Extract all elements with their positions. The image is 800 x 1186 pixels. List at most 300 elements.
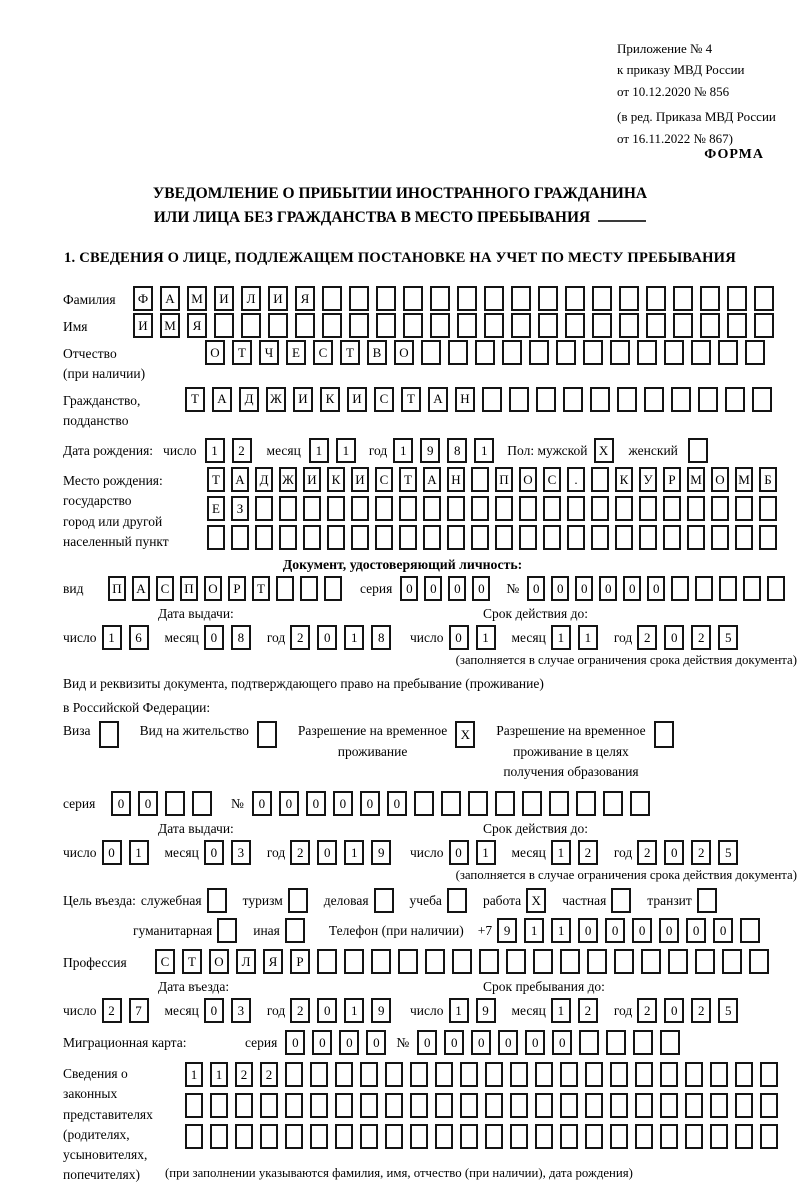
form-cell[interactable]: М [687,467,705,492]
form-cell[interactable] [664,340,684,365]
form-cell[interactable]: 0 [306,791,326,816]
form-cell[interactable] [619,313,639,338]
form-cell[interactable] [185,1093,203,1118]
form-cell[interactable] [210,1093,228,1118]
form-cell[interactable] [635,1093,653,1118]
form-cell[interactable]: Т [401,387,421,412]
form-cell[interactable] [511,313,531,338]
form-cell[interactable] [660,1124,678,1149]
form-cell[interactable]: 0 [575,576,593,601]
form-cell[interactable] [565,313,585,338]
form-cell[interactable] [410,1124,428,1149]
form-cell[interactable]: 0 [527,576,545,601]
form-cell[interactable] [567,496,585,521]
form-cell[interactable] [591,467,609,492]
form-cell[interactable]: И [293,387,313,412]
form-cell[interactable]: О [711,467,729,492]
form-cell[interactable]: А [428,387,448,412]
form-cell[interactable] [725,387,745,412]
form-cell[interactable]: Р [663,467,681,492]
form-cell[interactable] [425,949,445,974]
form-cell[interactable]: 1 [129,840,149,865]
form-cell[interactable] [310,1124,328,1149]
form-cell[interactable] [241,313,261,338]
form-cell[interactable] [685,1124,703,1149]
form-cell[interactable] [560,949,580,974]
form-cell[interactable]: П [180,576,198,601]
form-cell[interactable] [646,286,666,311]
form-cell[interactable]: 1 [474,438,494,463]
form-cell[interactable] [468,791,488,816]
form-cell[interactable] [360,1124,378,1149]
form-cell[interactable] [430,286,450,311]
form-cell[interactable]: 1 [102,625,122,650]
form-cell[interactable] [457,286,477,311]
form-cell[interactable] [410,1062,428,1087]
form-cell[interactable] [279,496,297,521]
form-cell[interactable] [611,888,631,913]
form-cell[interactable]: 5 [718,625,738,650]
form-cell[interactable] [217,918,237,943]
form-cell[interactable] [727,286,747,311]
form-cell[interactable]: 0 [285,1030,305,1055]
form-cell[interactable]: 2 [290,625,310,650]
form-cell[interactable]: 2 [290,840,310,865]
form-cell[interactable] [471,467,489,492]
form-cell[interactable] [565,286,585,311]
form-cell[interactable] [697,888,717,913]
form-cell[interactable] [495,791,515,816]
form-cell[interactable]: 9 [476,998,496,1023]
form-cell[interactable] [533,949,553,974]
form-cell[interactable] [735,1062,753,1087]
form-cell[interactable]: 0 [664,840,684,865]
form-cell[interactable]: 0 [498,1030,518,1055]
form-cell[interactable]: 0 [448,576,466,601]
form-cell[interactable] [303,496,321,521]
form-cell[interactable] [560,1124,578,1149]
form-cell[interactable] [691,340,711,365]
form-cell[interactable] [687,525,705,550]
form-cell[interactable] [635,1062,653,1087]
form-cell[interactable] [560,1062,578,1087]
form-cell[interactable]: 2 [290,998,310,1023]
form-cell[interactable]: Т [340,340,360,365]
form-cell[interactable]: 0 [317,998,337,1023]
form-cell[interactable]: К [327,467,345,492]
form-cell[interactable] [585,1062,603,1087]
form-cell[interactable] [619,286,639,311]
form-cell[interactable] [165,791,185,816]
form-cell[interactable] [688,438,708,463]
form-cell[interactable]: 1 [393,438,413,463]
form-cell[interactable]: М [160,313,180,338]
form-cell[interactable]: 0 [552,1030,572,1055]
form-cell[interactable] [644,387,664,412]
form-cell[interactable] [207,525,225,550]
form-cell[interactable] [435,1093,453,1118]
form-cell[interactable]: 1 [551,840,571,865]
form-cell[interactable]: Ж [266,387,286,412]
form-cell[interactable] [538,313,558,338]
form-cell[interactable] [460,1093,478,1118]
form-cell[interactable] [207,888,227,913]
form-cell[interactable]: А [160,286,180,311]
form-cell[interactable] [510,1124,528,1149]
form-cell[interactable]: О [204,576,222,601]
form-cell[interactable] [376,286,396,311]
form-cell[interactable] [590,387,610,412]
form-cell[interactable] [591,496,609,521]
form-cell[interactable]: 0 [686,918,706,943]
form-cell[interactable] [185,1124,203,1149]
form-cell[interactable]: 0 [449,625,469,650]
form-cell[interactable] [735,1124,753,1149]
form-cell[interactable] [210,1124,228,1149]
form-cell[interactable] [495,496,513,521]
form-cell[interactable] [635,1124,653,1149]
form-cell[interactable] [360,1093,378,1118]
form-cell[interactable]: 2 [691,840,711,865]
form-cell[interactable]: 0 [204,840,224,865]
form-cell[interactable] [285,1124,303,1149]
form-cell[interactable] [327,496,345,521]
form-cell[interactable]: 3 [231,998,251,1023]
form-cell[interactable] [349,286,369,311]
form-cell[interactable] [592,286,612,311]
form-cell[interactable] [711,496,729,521]
form-cell[interactable] [735,525,753,550]
form-cell[interactable] [303,525,321,550]
form-cell[interactable]: Б [759,467,777,492]
form-cell[interactable] [719,576,737,601]
form-cell[interactable] [279,525,297,550]
form-cell[interactable] [519,496,537,521]
form-cell[interactable]: И [303,467,321,492]
form-cell[interactable]: 2 [637,998,657,1023]
form-cell[interactable]: М [187,286,207,311]
form-cell[interactable] [549,791,569,816]
form-cell[interactable]: Я [187,313,207,338]
form-cell[interactable] [447,888,467,913]
form-cell[interactable]: 0 [102,840,122,865]
form-cell[interactable]: Ф [133,286,153,311]
form-cell[interactable] [610,1124,628,1149]
form-cell[interactable] [385,1062,403,1087]
form-cell[interactable] [285,1093,303,1118]
form-cell[interactable]: 0 [713,918,733,943]
form-cell[interactable]: Т [399,467,417,492]
form-cell[interactable] [324,576,342,601]
form-cell[interactable] [695,949,715,974]
form-cell[interactable] [285,1062,303,1087]
form-cell[interactable] [257,721,277,748]
form-cell[interactable]: 1 [476,625,496,650]
form-cell[interactable] [214,313,234,338]
form-cell[interactable]: 2 [260,1062,278,1087]
form-cell[interactable] [639,525,657,550]
form-cell[interactable] [300,576,318,601]
form-cell[interactable] [754,286,774,311]
form-cell[interactable] [538,286,558,311]
form-cell[interactable]: 1 [551,918,571,943]
form-cell[interactable] [374,888,394,913]
form-cell[interactable]: 0 [599,576,617,601]
form-cell[interactable] [673,286,693,311]
form-cell[interactable] [535,1093,553,1118]
form-cell[interactable]: 0 [279,791,299,816]
form-cell[interactable]: X [526,888,546,913]
form-cell[interactable] [310,1062,328,1087]
form-cell[interactable] [603,791,623,816]
form-cell[interactable] [235,1093,253,1118]
form-cell[interactable] [592,313,612,338]
form-cell[interactable]: Л [241,286,261,311]
form-cell[interactable] [457,313,477,338]
form-cell[interactable] [543,496,561,521]
form-cell[interactable]: 5 [718,998,738,1023]
form-cell[interactable] [660,1093,678,1118]
form-cell[interactable] [385,1124,403,1149]
form-cell[interactable]: 2 [637,625,657,650]
form-cell[interactable] [421,340,441,365]
form-cell[interactable] [610,340,630,365]
form-cell[interactable]: 0 [659,918,679,943]
form-cell[interactable]: Т [207,467,225,492]
form-cell[interactable]: 0 [632,918,652,943]
form-cell[interactable] [255,496,273,521]
form-cell[interactable] [435,1124,453,1149]
form-cell[interactable] [495,525,513,550]
form-cell[interactable] [585,1093,603,1118]
form-cell[interactable]: С [375,467,393,492]
form-cell[interactable] [327,525,345,550]
form-cell[interactable] [668,949,688,974]
form-cell[interactable] [351,496,369,521]
form-cell[interactable]: 1 [344,625,364,650]
form-cell[interactable]: 8 [231,625,251,650]
form-cell[interactable]: П [108,576,126,601]
form-cell[interactable] [614,949,634,974]
form-cell[interactable]: 1 [210,1062,228,1087]
form-cell[interactable] [700,313,720,338]
form-cell[interactable] [740,918,760,943]
form-cell[interactable]: 2 [578,998,598,1023]
form-cell[interactable] [322,286,342,311]
form-cell[interactable] [423,496,441,521]
form-cell[interactable]: 0 [664,998,684,1023]
form-cell[interactable]: А [212,387,232,412]
form-cell[interactable] [718,340,738,365]
form-cell[interactable]: П [495,467,513,492]
form-cell[interactable] [99,721,119,748]
form-cell[interactable] [375,496,393,521]
form-cell[interactable] [475,340,495,365]
form-cell[interactable] [471,525,489,550]
form-cell[interactable]: И [133,313,153,338]
form-cell[interactable] [615,525,633,550]
form-cell[interactable]: 9 [371,998,391,1023]
form-cell[interactable] [460,1124,478,1149]
form-cell[interactable] [673,313,693,338]
form-cell[interactable] [510,1062,528,1087]
form-cell[interactable]: 1 [185,1062,203,1087]
form-cell[interactable]: 1 [336,438,356,463]
form-cell[interactable] [745,340,765,365]
form-cell[interactable] [376,313,396,338]
form-cell[interactable]: 0 [138,791,158,816]
form-cell[interactable] [398,949,418,974]
form-cell[interactable] [484,286,504,311]
form-cell[interactable] [322,313,342,338]
form-cell[interactable]: 2 [691,625,711,650]
form-cell[interactable]: С [374,387,394,412]
form-cell[interactable] [441,791,461,816]
form-cell[interactable] [335,1124,353,1149]
form-cell[interactable]: Ч [259,340,279,365]
form-cell[interactable] [759,525,777,550]
form-cell[interactable]: 0 [472,576,490,601]
form-cell[interactable] [506,949,526,974]
form-cell[interactable] [351,525,369,550]
form-cell[interactable] [663,496,681,521]
form-cell[interactable] [447,496,465,521]
form-cell[interactable] [295,313,315,338]
form-cell[interactable] [484,313,504,338]
form-cell[interactable] [399,496,417,521]
form-cell[interactable]: 0 [424,576,442,601]
form-cell[interactable]: . [567,467,585,492]
form-cell[interactable]: Н [455,387,475,412]
form-cell[interactable]: А [231,467,249,492]
form-cell[interactable] [606,1030,626,1055]
form-cell[interactable] [639,496,657,521]
form-cell[interactable] [633,1030,653,1055]
form-cell[interactable]: 1 [344,998,364,1023]
form-cell[interactable]: Н [447,467,465,492]
form-cell[interactable] [760,1093,778,1118]
form-cell[interactable] [576,791,596,816]
form-cell[interactable] [711,525,729,550]
form-cell[interactable] [255,525,273,550]
form-cell[interactable] [260,1124,278,1149]
form-cell[interactable]: Е [286,340,306,365]
form-cell[interactable]: 0 [204,998,224,1023]
form-cell[interactable] [485,1093,503,1118]
form-cell[interactable] [447,525,465,550]
form-cell[interactable]: Т [252,576,270,601]
form-cell[interactable]: X [455,721,475,748]
form-cell[interactable] [536,387,556,412]
form-cell[interactable]: Я [263,949,283,974]
form-cell[interactable]: 1 [309,438,329,463]
form-cell[interactable]: 0 [317,840,337,865]
form-cell[interactable] [192,791,212,816]
form-cell[interactable] [695,576,713,601]
form-cell[interactable]: В [367,340,387,365]
form-cell[interactable] [560,1093,578,1118]
form-cell[interactable] [430,313,450,338]
form-cell[interactable] [687,496,705,521]
form-cell[interactable] [349,313,369,338]
form-cell[interactable]: 5 [718,840,738,865]
form-cell[interactable] [749,949,769,974]
form-cell[interactable]: А [132,576,150,601]
form-cell[interactable]: Т [185,387,205,412]
form-cell[interactable]: И [268,286,288,311]
form-cell[interactable]: С [156,576,174,601]
form-cell[interactable] [641,949,661,974]
form-cell[interactable] [685,1093,703,1118]
form-cell[interactable] [567,525,585,550]
form-cell[interactable]: 2 [637,840,657,865]
form-cell[interactable] [403,313,423,338]
form-cell[interactable]: Е [207,496,225,521]
form-cell[interactable] [710,1124,728,1149]
form-cell[interactable] [543,525,561,550]
form-cell[interactable]: 1 [578,625,598,650]
form-cell[interactable] [288,888,308,913]
form-cell[interactable]: 8 [371,625,391,650]
form-cell[interactable] [360,1062,378,1087]
form-cell[interactable]: О [394,340,414,365]
form-cell[interactable] [235,1124,253,1149]
form-cell[interactable]: 1 [476,840,496,865]
form-cell[interactable]: 2 [102,998,122,1023]
form-cell[interactable] [752,387,772,412]
form-cell[interactable]: У [639,467,657,492]
form-cell[interactable]: Т [182,949,202,974]
form-cell[interactable] [663,525,681,550]
form-cell[interactable]: 6 [129,625,149,650]
form-cell[interactable] [637,340,657,365]
form-cell[interactable] [344,949,364,974]
form-cell[interactable] [482,387,502,412]
form-cell[interactable] [583,340,603,365]
form-cell[interactable]: 0 [312,1030,332,1055]
form-cell[interactable]: 0 [525,1030,545,1055]
form-cell[interactable]: И [351,467,369,492]
form-cell[interactable] [587,949,607,974]
form-cell[interactable]: 0 [204,625,224,650]
form-cell[interactable] [285,918,305,943]
form-cell[interactable] [698,387,718,412]
form-cell[interactable]: 0 [400,576,418,601]
form-cell[interactable] [511,286,531,311]
form-cell[interactable] [448,340,468,365]
form-cell[interactable] [671,387,691,412]
form-cell[interactable] [579,1030,599,1055]
form-cell[interactable]: О [519,467,537,492]
form-cell[interactable]: С [313,340,333,365]
form-cell[interactable] [660,1062,678,1087]
form-cell[interactable] [760,1124,778,1149]
form-cell[interactable] [760,1062,778,1087]
form-cell[interactable]: 9 [497,918,517,943]
form-cell[interactable] [522,791,542,816]
form-cell[interactable] [556,340,576,365]
form-cell[interactable] [759,496,777,521]
form-cell[interactable]: 0 [449,840,469,865]
form-cell[interactable] [767,576,785,601]
form-cell[interactable]: З [231,496,249,521]
form-cell[interactable]: 3 [231,840,251,865]
form-cell[interactable]: 0 [417,1030,437,1055]
form-cell[interactable] [591,525,609,550]
form-cell[interactable] [399,525,417,550]
form-cell[interactable]: 2 [691,998,711,1023]
form-cell[interactable]: 0 [317,625,337,650]
